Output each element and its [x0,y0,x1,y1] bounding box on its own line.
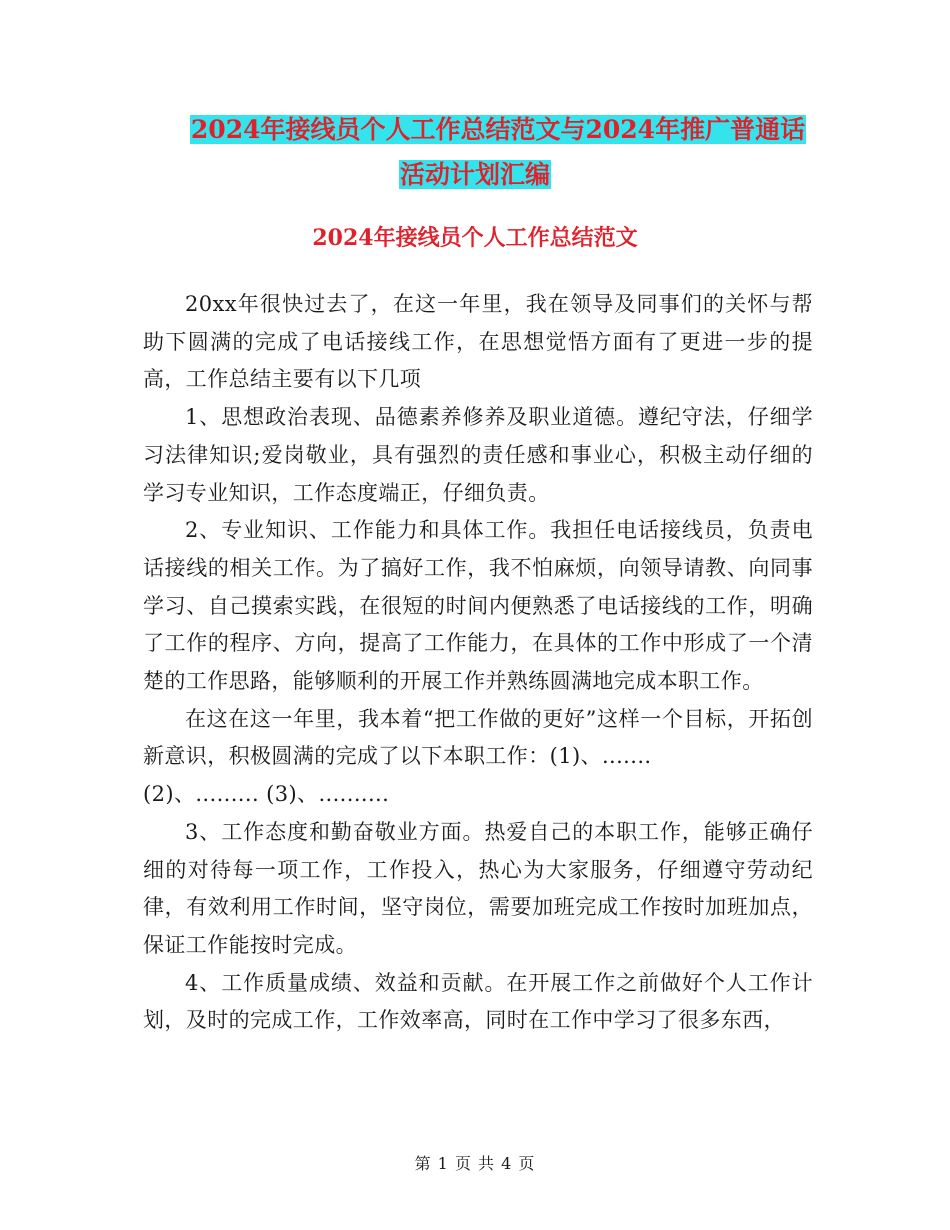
document-title-line-1 [23,107,950,152]
section-title: 2024年接线员个人工作总结范文 [312,225,638,251]
title-highlight: 活动计划汇编 [399,160,550,189]
paragraph-item-3: 3、工作态度和勤奋敬业方面。热爱自己的本职工作，能够正确仔细的对待每一项工作，工作投入，热心为大家服务，仔细遵守劳动纪律，有效利用工作时间，坚守岗位，需要加班完成工作按时加班加点，保证工作能按时完成。 [143,819,813,957]
paragraph-goal-continued: (2)、......... (3)、.......... [143,782,390,807]
paragraph-intro: 20xx年很快过去了，在这一年里，我在领导及同事们的关怀与帮助下圆满的完成了电话接线工作，在思想觉悟方面有了更进一步的提高，工作总结主要有以下几项 [143,292,813,392]
paragraph-item-1: 1、思想政治表现、品德素养修养及职业道德。遵纪守法，仔细学习法律知识;爱岗敬业，具有强烈的责任感和事业心，积极主动仔细的学习专业知识，工作态度端正，仔细负责。 [143,405,813,505]
document-title-line-2 [0,152,950,197]
document-body [143,286,813,1040]
paragraph-item-2: 2、专业知识、工作能力和具体工作。我担任电话接线员，负责电话接线的相关工作。为了搞好工作，我不怕麻烦，向领导请教、向同事学习、自己摸索实践，在很短的时间内便熟悉了电话接线的工作，明确了工作的程序、方向，提高了工作能力，在具体的工作中形成了一个清楚的工作思路，能够顺利的开展工作并熟练圆满地完成本职工作。 [143,518,813,694]
paragraph-item-4: 4、工作质量成绩、效益和贡献。在开展工作之前做好个人工作计划，及时的完成工作，工作效率高，同时在工作中学习了很多东西， [143,970,813,1033]
paragraph-goal: 在这在这一年里，我本着“把工作做的更好”这样一个目标，开拓创新意识，积极圆满的完成了以下本职工作：(1)、....... [143,706,813,769]
page-footer: 第 1 页 共 4 页 [414,1154,536,1173]
title-highlight: 2024年接线员个人工作总结范文与2024年推广普通话 [190,115,806,144]
